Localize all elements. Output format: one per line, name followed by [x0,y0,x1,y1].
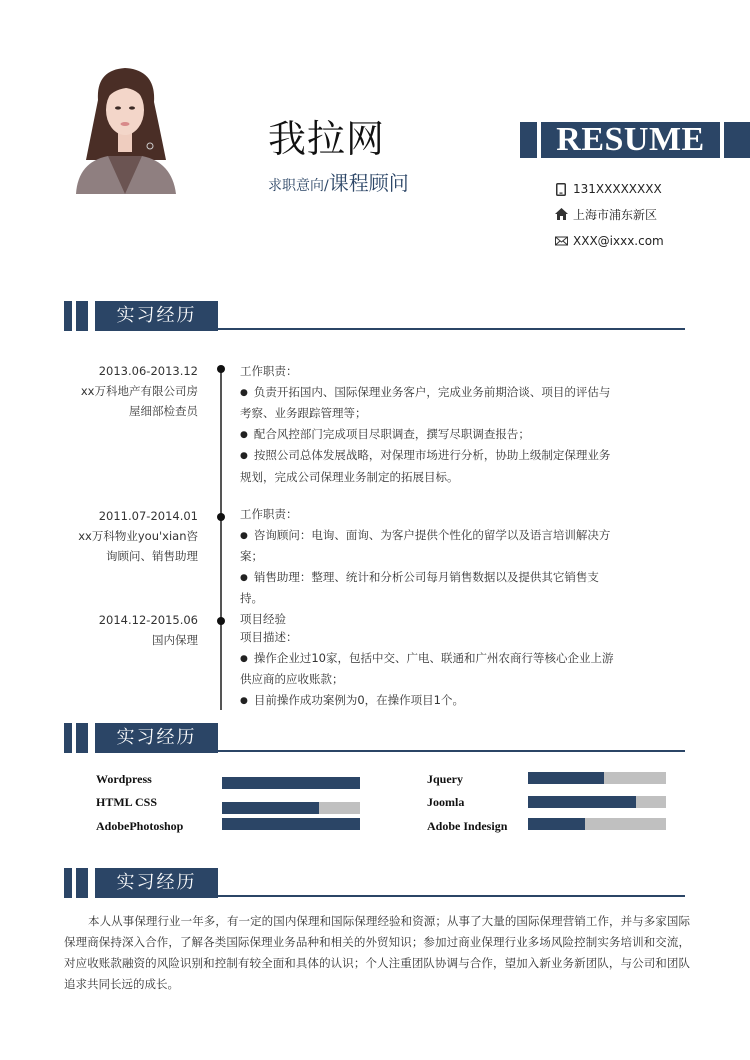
section-header-skills [64,723,685,753]
section-bar-1 [64,723,72,753]
detail-bullet: ● 负责开拓国内、国际保理业务客户，完成业务前期洽谈、项目的评估与考察、业务跟踪管理等； [240,382,620,424]
portrait-image [68,60,182,194]
section-title: 实习经历 [95,301,218,331]
section-bar-2 [76,723,88,753]
skill-bar-fill [528,818,585,830]
profile-photo [68,60,182,194]
section-rule [218,750,685,752]
section-header-summary [64,868,685,898]
skill-bar-fill [222,802,319,814]
experience-org-cont: 询顾问、销售助理 [106,549,198,563]
experience-meta [58,361,198,421]
experience-meta [58,610,198,650]
skill-bar-fill [222,818,360,830]
self-evaluation-text: 本人从事保理行业一年多，有一定的国内保理和国际保理经验和资源；从事了大量的国际保理营销工作，并与多家国际保理商保持深入合作，了解各类国际保理业务品种和相关的外贸知识；参加过商业保理行业多场风险控制实务培训和交流，对应收账款融资的风险识别和控制有较全面和具体的认识；个人注重团队协调与合作，望加入新业务新团队，与公司和团队追求共同长远的成长。 [64,914,690,991]
skill-label: Adobe Indesign [427,819,508,833]
section-title: 实习经历 [95,723,218,753]
job-intent [268,170,409,199]
detail-bullet: ● 目前操作成功案例为0，在操作项目1个。 [240,690,620,712]
email-text: XXX@ixxx.com [573,234,664,248]
section-bar-2 [76,868,88,898]
skill-label: AdobePhotoshop [96,819,184,833]
home-icon [554,207,568,221]
address-text: 上海市浦东新区 [573,207,658,222]
skill-bar [222,818,360,830]
badge-right-bar [724,122,750,158]
job-intent-value: 课程顾问 [328,171,409,195]
experience-details [240,361,620,487]
section-bar-2 [76,301,88,331]
contact-phone [554,180,662,198]
skill-bar-fill [528,796,636,808]
skill-label: Wordpress [96,772,152,786]
timeline-dot [217,365,225,373]
details-heading: 项目描述： [240,630,298,644]
experience-date: 2013.06-2013.12 [98,364,198,378]
contact-address [554,205,657,223]
details-trailer: 项目经验 [240,611,286,626]
candidate-name: 我拉网 [268,117,386,161]
section-rule [218,328,685,330]
skill-bar [528,772,666,784]
phone-icon [554,182,568,196]
skill-bar-fill [222,777,360,789]
resume-badge: RESUME [541,122,720,158]
detail-bullet: ● 咨询顾问：电询、面询、为客户提供个性化的留学以及语言培训解决方案； [240,525,620,567]
timeline-line [220,369,222,710]
experience-date: 2011.07-2014.01 [98,509,198,523]
section-rule [218,895,685,897]
skill-bar [222,777,360,789]
detail-bullet: ● 操作企业过10家，包括中交、广电、联通和广州农商行等核心企业上游供应商的应收账款； [240,648,620,690]
experience-date: 2014.12-2015.06 [98,613,198,627]
job-intent-label: 求职意向/ [268,178,329,194]
skill-bar [528,818,666,830]
section-bar-1 [64,301,72,331]
section-title: 实习经历 [95,868,218,898]
details-heading: 工作职责： [240,507,298,521]
skill-label: Jquery [427,772,463,786]
experience-meta [58,506,198,566]
experience-org-cont: 屋细部检查员 [129,404,198,418]
badge-left-bar [520,122,537,158]
experience-details [240,504,620,629]
mail-icon [554,234,568,248]
experience-org: xx万科物业you'xian咨 [78,529,198,543]
details-heading: 工作职责： [240,364,298,378]
skill-label: HTML CSS [96,795,158,809]
section-header-internship [64,301,685,331]
skill-bar-fill [528,772,604,784]
experience-org: xx万科地产有限公司房 [80,384,198,398]
detail-bullet: ● 按照公司总体发展战略，对保理市场进行分析，协助上级制定保理业务规划，完成公司保理业务制定的拓展目标。 [240,445,620,487]
experience-details [240,627,620,711]
experience-org: 国内保理 [152,633,198,647]
section-bar-1 [64,868,72,898]
timeline-dot [217,617,225,625]
skill-bar [222,802,360,814]
phone-text: 131XXXXXXXX [573,182,662,196]
skill-label: Joomla [427,795,465,809]
detail-bullet: ● 配合风控部门完成项目尽职调查，撰写尽职调查报告； [240,424,620,446]
detail-bullet: ● 销售助理：整理、统计和分析公司每月销售数据以及提供其它销售支持。 [240,567,620,609]
timeline-dot [217,513,225,521]
skill-bar [528,796,666,808]
contact-email [554,232,664,250]
